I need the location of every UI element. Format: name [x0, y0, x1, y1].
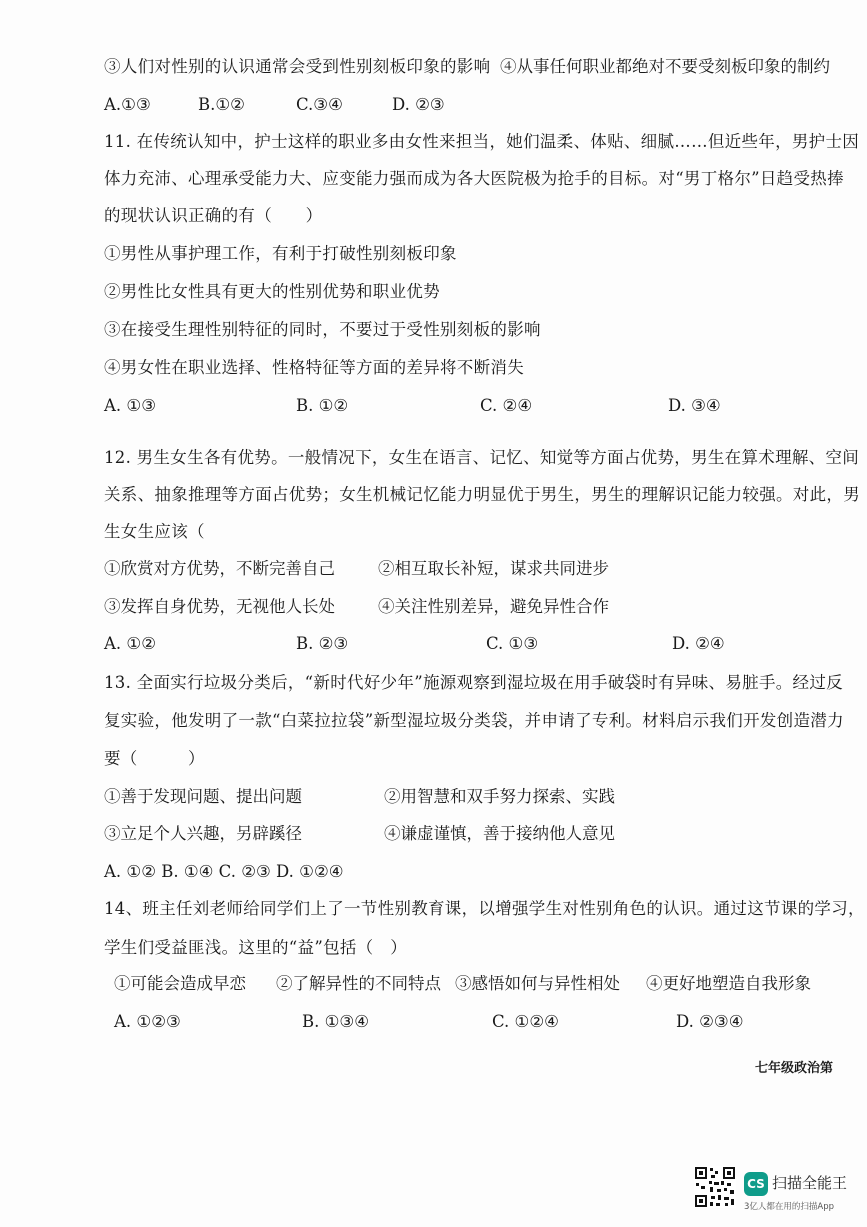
q14-item3: ③感悟如何与异性相处: [455, 974, 620, 993]
q14-item2: ②了解异性的不同特点: [276, 974, 441, 993]
q14-item1: ①可能会造成早恋: [114, 974, 246, 993]
q13-options: A. ①② B. ①④ C. ②③ D. ①②④: [104, 862, 344, 881]
q13-stem-line2: 复实验，他发明了一款“白菜拉拉袋”新型湿垃圾分类袋，并申请了专利。材料启示我们开发创造潜力: [104, 711, 844, 730]
q14-item4: ④更好地塑造自我形象: [646, 974, 811, 993]
q12-stem-line3: 生女生应该（: [104, 522, 205, 541]
q10-option-a: A.①③: [104, 95, 151, 114]
q10-option-c: C.③④: [296, 95, 343, 114]
q13-item1: ①善于发现问题、提出问题: [104, 787, 302, 806]
qr-code-icon: [694, 1166, 736, 1208]
q10-item3: ③人们对性别的认识通常会受到性别刻板印象的影响: [104, 57, 491, 76]
q11-item4: ④男女性在职业选择、性格特征等方面的差异将不断消失: [104, 358, 524, 377]
watermark-tagline: 3亿人都在用的扫描App: [744, 1202, 835, 1212]
q12-option-b: B. ②③: [296, 634, 349, 653]
q10-item4: ④从事任何职业都绝对不要受刻板印象的制约: [500, 57, 830, 76]
q11-option-b: B. ①②: [296, 396, 349, 415]
watermark-brand-name: 扫描全能王: [772, 1174, 848, 1192]
q13-item2: ②用智慧和双手努力探索、实践: [384, 787, 615, 806]
q11-stem-line3: 的现状认识正确的有（ ）: [104, 206, 323, 225]
q10-option-b: B.①②: [198, 95, 245, 114]
q14-option-d: D. ②③④: [676, 1012, 744, 1031]
q14-option-c: C. ①②④: [492, 1012, 559, 1031]
q12-option-d: D. ②④: [672, 634, 725, 653]
q11-stem-line1: 11. 在传统认知中，护士这样的职业多由女性来担当，她们温柔、体贴、细腻……但近些年，男护士因: [104, 132, 860, 151]
q12-option-a: A. ①②: [104, 634, 156, 653]
q14-stem-line1: 14、班主任刘老师给同学们上了一节性别教育课，以增强学生对性别角色的认识。通过这节课的学习，: [104, 899, 865, 918]
q13-item3: ③立足个人兴趣，另辟蹊径: [104, 824, 302, 843]
q12-stem-line2: 关系、抽象推理等方面占优势；女生机械记忆能力明显优于男生，男生的理解识记能力较强。对此，男: [104, 485, 860, 504]
q13-stem-line3: 要（ ）: [104, 749, 205, 768]
q12-item3: ③发挥自身优势，无视他人长处: [104, 597, 335, 616]
q12-item2: ②相互取长补短，谋求共同进步: [378, 559, 609, 578]
page-footer-label: 七年级政治第: [754, 1061, 833, 1076]
q14-option-b: B. ①③④: [302, 1012, 369, 1031]
q13-stem-line1: 13. 全面实行垃圾分类后，“新时代好少年”施源观察到湿垃圾在用手破袋时有异味、易脏手。经过反: [104, 673, 843, 692]
q11-option-a: A. ①③: [104, 396, 156, 415]
q11-item1: ①男性从事护理工作，有利于打破性别刻板印象: [104, 244, 457, 263]
q11-stem-line2: 体力充沛、心理承受能力大、应变能力强而成为各大医院极为抢手的目标。对“男丁格尔”日趋受热捧: [104, 169, 844, 188]
q11-item3: ③在接受生理性别特征的同时，不要过于受性别刻板的影响: [104, 320, 541, 339]
q10-option-d: D. ②③: [392, 95, 445, 114]
q12-stem-line1: 12. 男生女生各有优势。一般情况下，女生在语言、记忆、知觉等方面占优势，男生在算术理解、空间: [104, 448, 860, 467]
q14-stem-line2: 学生们受益匪浅。这里的“益”包括（ ）: [104, 938, 408, 957]
q14-option-a: A. ①②③: [114, 1012, 181, 1031]
q12-option-c: C. ①③: [486, 634, 539, 653]
q13-item4: ④谦虚谨慎，善于接纳他人意见: [384, 824, 615, 843]
q12-item1: ①欣赏对方优势，不断完善自己: [104, 559, 335, 578]
q11-item2: ②男性比女性具有更大的性别优势和职业优势: [104, 282, 440, 301]
camscanner-logo-icon: CS: [744, 1172, 768, 1196]
q11-option-c: C. ②④: [480, 396, 533, 415]
q11-option-d: D. ③④: [668, 396, 721, 415]
q12-item4: ④关注性别差异，避免异性合作: [378, 597, 609, 616]
